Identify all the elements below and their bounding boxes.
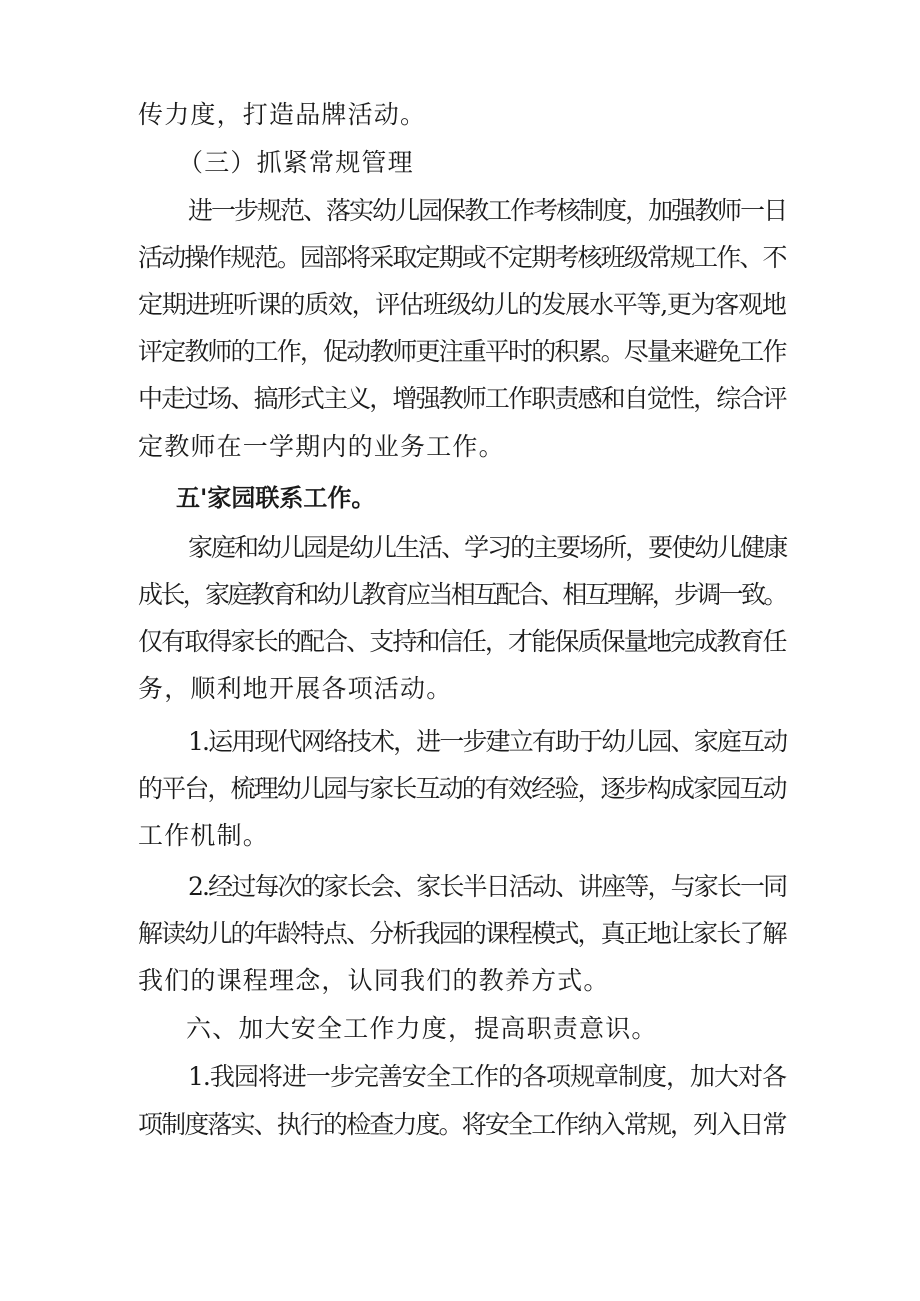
text-line: 评定教师的工作，促动教师更注重平时的积累。尽量来避免工作	[138, 337, 786, 366]
section-heading: 六、加大安全工作力度，提高职责意识。	[186, 1014, 658, 1043]
text-line: 传力度，打造品牌活动。	[138, 100, 427, 129]
text-line: 工作机制。	[138, 821, 270, 850]
section-heading: （三）抓紧常规管理	[178, 148, 414, 177]
paragraph-first-line: 家庭和幼儿园是幼儿生活、学习的主要场所，要使幼儿健康	[188, 533, 787, 562]
paragraph-first-line: 2.经过每次的家长会、家长半日活动、讲座等，与家长一同	[188, 872, 787, 901]
text-line: 成长，家庭教育和幼儿教育应当相互配合、相互理解，步调一致。	[138, 580, 786, 609]
text-line: 项制度落实、执行的检查力度。将安全工作纳入常规，列入日常	[138, 1110, 786, 1139]
text-line: 仅有取得家长的配合、支持和信任，才能保质保量地完成教育任	[138, 627, 786, 656]
text-line: 定期进班听课的质效，评估班级幼儿的发展水平等,更为客观地	[138, 290, 786, 319]
text-line: 我们的课程理念，认同我们的教养方式。	[138, 966, 610, 995]
paragraph-first-line: 1.运用现代网络技术，进一步建立有助于幼儿园、家庭互动	[188, 727, 787, 756]
paragraph-first-line: 进一步规范、落实幼儿园保教工作考核制度，加强教师一日	[188, 196, 787, 225]
text-line: 定教师在一学期内的业务工作。	[138, 432, 505, 461]
text-line: 中走过场、搞形式主义，增强教师工作职责感和自觉性，综合评	[138, 384, 786, 413]
text-line: 的平台，梳理幼儿园与家长互动的有效经验，逐步构成家园互动	[138, 774, 786, 803]
section-heading: 五'家园联系工作。	[176, 484, 376, 512]
paragraph-first-line: 1.我园将进一步完善安全工作的各项规章制度，加大对各	[188, 1062, 787, 1091]
text-line: 解读幼儿的年龄特点、分析我园的课程模式，真正地让家长了解	[138, 919, 786, 948]
text-line: 活动操作规范。园部将采取定期或不定期考核班级常规工作、不	[138, 243, 786, 272]
text-line: 务，顺利地开展各项活动。	[138, 674, 453, 703]
